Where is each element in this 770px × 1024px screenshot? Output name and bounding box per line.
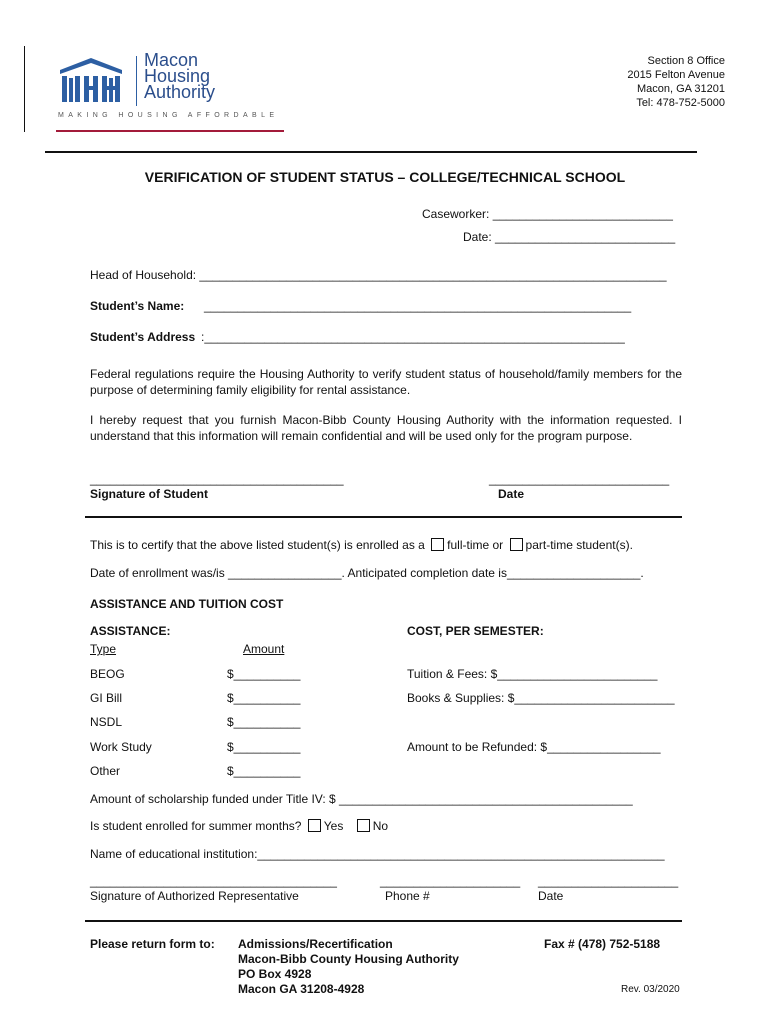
assistance-heading: ASSISTANCE AND TUITION COST (90, 597, 284, 611)
books-field[interactable]: Books & Supplies: $________________________ (407, 691, 675, 705)
refund-field[interactable]: Amount to be Refunded: $_________________ (407, 740, 661, 754)
logo-rule (56, 130, 284, 132)
institution-field[interactable]: Name of educational institution:_____________________________________________________________ (90, 847, 665, 861)
type-label: Type (90, 642, 117, 656)
representative-label: Signature of Authorized Representative (90, 889, 299, 903)
return-address-line: Macon-Bibb County Housing Authority (238, 952, 459, 966)
logo-line-2: Housing (144, 66, 211, 86)
yes-checkbox[interactable] (308, 819, 321, 832)
certify-text: This is to certify that the above listed student(s) is enrolled as a (90, 538, 425, 552)
student-signature-line[interactable]: ______________________________________ (90, 472, 344, 486)
logo-tagline: MAKING HOUSING AFFORDABLE (58, 112, 279, 119)
full-time-label: full-time or (447, 538, 504, 552)
logo (58, 52, 288, 134)
no-label: No (372, 819, 389, 833)
student-name-field[interactable]: ________________________________________________________________ (204, 299, 632, 313)
margin-line (24, 46, 25, 132)
return-label: Please return form to: (90, 937, 215, 951)
enrollment-line[interactable]: Date of enrollment was/is _________________. Anticipated completion date is____________________. (90, 566, 644, 580)
revision-label: Rev. 03/2020 (621, 984, 680, 995)
assistance-amount[interactable]: $__________ (227, 764, 301, 778)
fax-number: Fax # (478) 752-5188 (544, 937, 661, 951)
signature-of-student-label: Signature of Student (90, 487, 208, 501)
summer-line (90, 819, 388, 833)
summer-question: Is student enrolled for summer months? (90, 819, 302, 833)
office-tel: Tel: 478-752-5000 (636, 97, 725, 109)
representative-signature-line[interactable]: _____________________________________ (90, 874, 337, 888)
date-label: Date (498, 487, 525, 501)
part-time-label: part-time student(s). (525, 538, 633, 552)
assistance-type: Work Study (90, 740, 152, 754)
return-address-line: Macon GA 31208-4928 (238, 982, 365, 996)
office-street: 2015 Felton Avenue (627, 69, 725, 81)
page-title: VERIFICATION OF STUDENT STATUS – COLLEGE/TECHNICAL SCHOOL (144, 169, 626, 185)
no-checkbox[interactable] (357, 819, 370, 832)
student-address-label: Student’s Address (90, 330, 196, 344)
part-time-checkbox[interactable] (510, 538, 523, 551)
assistance-type: Other (90, 764, 121, 778)
date-field[interactable]: Date: ___________________________ (463, 230, 676, 244)
assistance-amount[interactable]: $__________ (227, 691, 301, 705)
assistance-type: NSDL (90, 715, 123, 729)
phone-line[interactable]: _____________________ (380, 874, 521, 888)
tuition-field[interactable]: Tuition & Fees: $________________________ (407, 667, 658, 681)
assistance-type: BEOG (90, 667, 125, 681)
return-address-line: PO Box 4928 (238, 967, 312, 981)
request-paragraph: I hereby request that you furnish Macon-Bibb County Housing Authority with the information requested. I understand that this information will remain confidential and will be used only for the program purpose. (90, 413, 682, 443)
header-rule (45, 151, 697, 153)
certify-line (90, 538, 633, 552)
regulation-paragraph: Federal regulations require the Housing Authority to verify student status of household/family members for the purpose of determining family eligibility for rental assistance. (90, 367, 682, 397)
assistance-label: ASSISTANCE: (90, 624, 171, 638)
full-time-checkbox[interactable] (431, 538, 444, 551)
logo-line-3: Authority (144, 82, 216, 102)
section-rule-1 (85, 516, 682, 518)
rep-date-line[interactable]: _____________________ (538, 874, 679, 888)
caseworker-field[interactable]: Caseworker: ___________________________ (422, 207, 673, 221)
logo-divider (136, 56, 137, 106)
office-city: Macon, GA 31201 (636, 83, 725, 95)
phone-label: Phone # (385, 889, 430, 903)
rep-date-label: Date (538, 889, 564, 903)
assistance-amount[interactable]: $__________ (227, 715, 301, 729)
return-address-line: Admissions/Recertification (238, 937, 393, 951)
student-address-field[interactable]: :_______________________________________________________________ (201, 330, 625, 344)
assistance-amount[interactable]: $__________ (227, 740, 301, 754)
assistance-type: GI Bill (90, 691, 123, 705)
section-rule-2 (85, 920, 682, 922)
mha-logo-icon (58, 56, 124, 104)
scholarship-field[interactable]: Amount of scholarship funded under Title IV: $ ____________________________________________ (90, 792, 633, 806)
student-date-line[interactable]: ___________________________ (489, 472, 670, 486)
logo-line-1: Macon (144, 50, 199, 70)
amount-label: Amount (243, 642, 285, 656)
head-of-household-field[interactable]: Head of Household: ______________________________________________________________________ (90, 268, 667, 282)
office-name: Section 8 Office (647, 55, 725, 67)
student-name-label: Student’s Name: (90, 299, 185, 313)
yes-label: Yes (323, 819, 344, 833)
cost-label: COST, PER SEMESTER: (407, 624, 544, 638)
assistance-amount[interactable]: $__________ (227, 667, 301, 681)
